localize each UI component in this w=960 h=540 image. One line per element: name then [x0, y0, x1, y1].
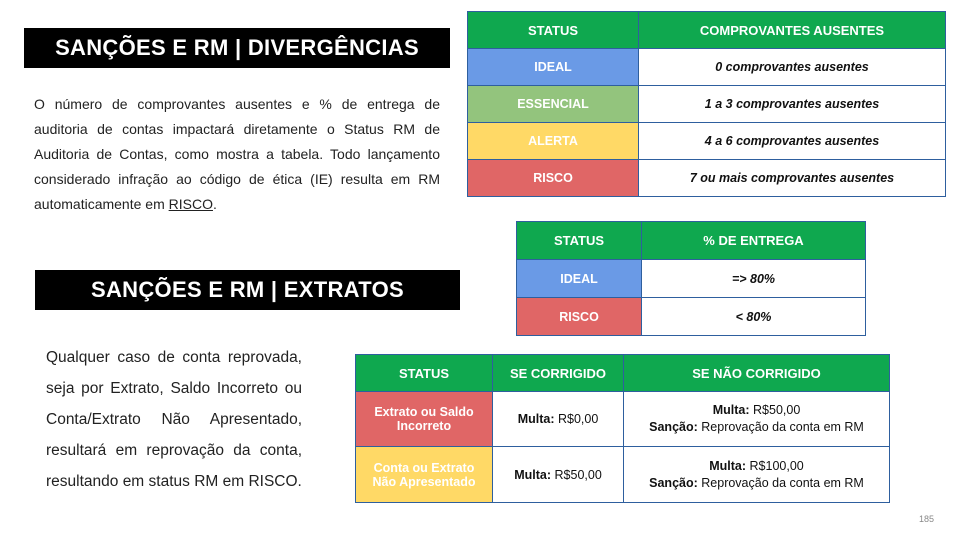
table-row: [468, 49, 946, 86]
multa-line: [624, 458, 889, 475]
table-cell: < 80%: [642, 298, 866, 336]
status-risco: RISCO: [517, 298, 642, 336]
multa-label: Multa:: [517, 412, 555, 426]
table-cell: 1 a 3 comprovantes ausentes: [639, 86, 946, 123]
status-risco: RISCO: [468, 160, 639, 197]
table-header-row: [468, 12, 946, 49]
table-row: [517, 298, 866, 336]
table-cell: 0 comprovantes ausentes: [639, 49, 946, 86]
risco-link-text: RISCO: [168, 196, 213, 212]
table-row: [468, 86, 946, 123]
sancao-label: Sanção:: [649, 420, 698, 434]
table-cell: [624, 392, 890, 447]
table-row: [356, 447, 890, 503]
paragraph-extratos: Qualquer caso de conta reprovada, seja por Extrato, Saldo Incorreto ou Conta/Extrato Não Apresentado, resultará em reprovação da conta, resultando em status RM em RISCO.: [46, 349, 302, 490]
header-se-nao-corrigido: SE NÃO CORRIGIDO: [624, 355, 890, 392]
section-title-extratos: SANÇÕES E RM | EXTRATOS: [35, 270, 460, 310]
multa-value: R$100,00: [749, 458, 804, 473]
header-comprovantes: COMPROVANTES AUSENTES: [639, 12, 946, 49]
status-essencial: ESSENCIAL: [468, 86, 639, 123]
table-extratos: [355, 354, 890, 503]
section-title-divergencias: SANÇÕES E RM | DIVERGÊNCIAS: [24, 28, 450, 68]
table-row: [517, 260, 866, 298]
paragraph-divergencias: [34, 92, 440, 217]
status-extrato-saldo-incorreto: Extrato ou Saldo Incorreto: [356, 392, 493, 447]
multa-label: Multa:: [709, 458, 747, 473]
paragraph-divergencias-text: O número de comprovantes ausentes e % de entrega de auditoria de contas impactará diretamente o Status RM de Auditoria de Contas, como mostra a tabela. Todo lançamento considerado infração ao código de ética (IE) resulta em RM automaticamente em: [34, 96, 440, 212]
table-cell: 7 ou mais comprovantes ausentes: [639, 160, 946, 197]
table-cell: [493, 392, 624, 447]
table-header-row: [517, 222, 866, 260]
sancao-line: [624, 475, 889, 492]
multa-value: R$50,00: [753, 403, 801, 417]
multa-line: [624, 402, 889, 419]
multa-value: R$0,00: [557, 412, 599, 426]
multa-value: R$50,00: [554, 467, 602, 482]
table-row: [356, 392, 890, 447]
header-status: STATUS: [468, 12, 639, 49]
multa-label: Multa:: [712, 403, 750, 417]
header-entrega: % DE ENTREGA: [642, 222, 866, 260]
table-cell: [624, 447, 890, 503]
sancao-value: Reprovação da conta em RM: [701, 420, 864, 434]
table-header-row: [356, 355, 890, 392]
table-comprovantes-ausentes: [467, 11, 946, 197]
sancao-value: Reprovação da conta em RM: [701, 475, 864, 490]
table-row: [468, 160, 946, 197]
header-se-corrigido: SE CORRIGIDO: [493, 355, 624, 392]
sancao-label: Sanção:: [649, 475, 698, 490]
table-row: [468, 123, 946, 160]
status-alerta: ALERTA: [468, 123, 639, 160]
multa-label: Multa:: [514, 467, 552, 482]
table-cell: => 80%: [642, 260, 866, 298]
table-percentual-entrega: [516, 221, 866, 336]
status-conta-nao-apresentada: Conta ou Extrato Não Apresentado: [356, 447, 493, 503]
table-cell: 4 a 6 comprovantes ausentes: [639, 123, 946, 160]
paragraph-end: .: [212, 196, 217, 212]
header-status: STATUS: [517, 222, 642, 260]
page-number: 185: [918, 514, 934, 524]
table-cell: [493, 447, 624, 503]
status-ideal: IDEAL: [517, 260, 642, 298]
header-status: STATUS: [356, 355, 493, 392]
sancao-line: [624, 419, 889, 436]
status-ideal: IDEAL: [468, 49, 639, 86]
